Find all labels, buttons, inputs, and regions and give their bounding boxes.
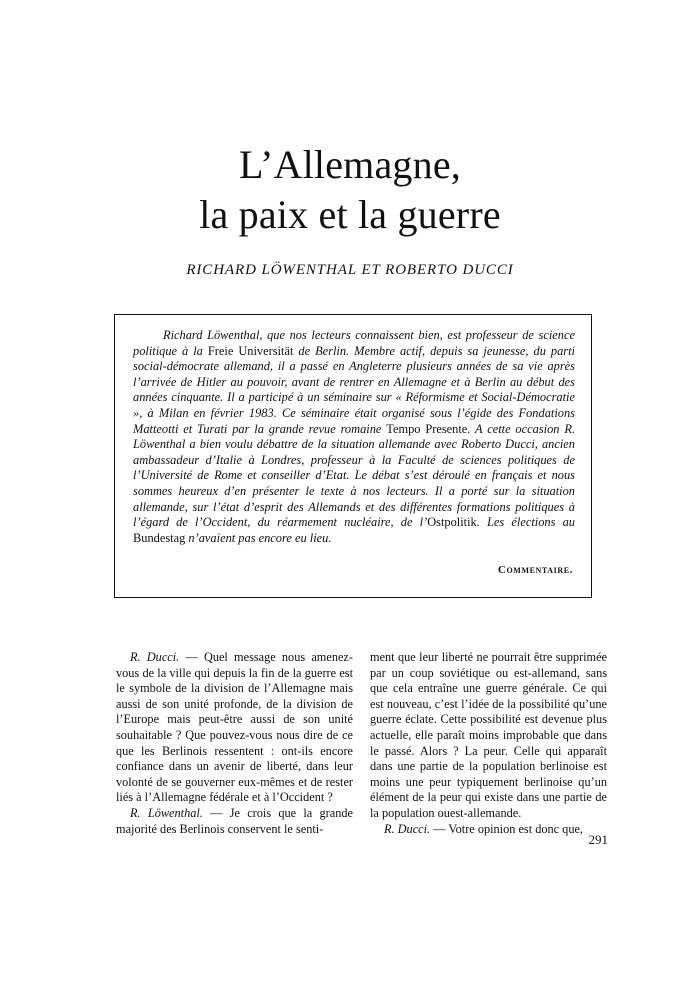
paragraph-lowenthal-continued: ment que leur liberté ne pourrait être supprimée par un coup soviétique ou est-allemand, sans que cela entraîne une guerre générale. Ce qui est nouveau, c’est l’idée de la possibilité qu’une guerre éclate. Cette possibilité est devenue plus actuelle, elle paraît moins improbable que dans le passé. Alors ? La peur. Celle qui apparaît dans une partie de la population berlinoise est moins une peur typiquement berlinoise qu’un élément de la peur qui existe dans une partie de la population ouest-allemande. [370,650,607,820]
article-authors: RICHARD LÖWENTHAL ET ROBERTO DUCCI [186,262,514,278]
intro-text-part-4: . Les élections au [476,515,575,530]
paragraph-text: — Votre opinion est donc que, [430,821,584,836]
speaker-lowenthal: R. Löwenthal. [130,805,203,820]
page-number: 291 [588,832,608,847]
paragraph-text: — Quel message nous amenez-vous de la ville qui depuis la fin de la guerre est le symbole de la division de l’Allemagne mais aussi de son unité profonde, de la division de l’Europe mais peut-être aussi de son unité souhaitable ? Que pouvez-vous nous dire de ce que les Berlinois ressentent : ont-ils encore confiance dans un avenir de liberté, dans leur volonté de se gouverner eux-mêmes et de rester liés à l’Allemagne fédérale et à l’Occident ? [116,650,353,805]
paragraph-lowenthal-answer [116,806,353,837]
intro-paragraph [133,328,575,546]
intro-text-part-3: . A cette occasion R. Löwenthal a bien voulu débattre de la situation allemande avec Roberto Ducci, ancien ambassadeur d’Italie à Londres, professeur à la Faculté de sciences politiques de l’Université de Rome et conseiller d’Etat. Le débat s’est déroulé en français et nous sommes heureux d’en présenter le texte à nos lecteurs. Il a porté sur la situation allemande, sur l’état d’esprit des Allemands et des différentes formations politiques à l’égard de l’Occident, du réarmement nucléaire, de l’ [133,421,575,530]
intro-ostpolitik: Ostpolitik [427,515,477,530]
intro-university: Freie Universität [207,343,294,358]
intro-text-part-2: de Berlin. Membre actif, depuis sa jeunesse, du parti social-démocrate allemand, il a passé en Angleterre plusieurs années de sa vie après l’arrivée de Hitler au pouvoir, avant de rentrer en Allemagne et à Berlin au début des années cinquante. Il a participé à un séminaire sur « Réformisme et Social-Démocratie », à Milan en février 1983. Ce séminaire était organisé sous l’égide des Fondations Matteotti et Turati par la grande revue romaine [133,343,575,436]
paragraph-ducci-question [116,650,353,806]
speaker-ducci: R. Ducci. [384,821,431,836]
body-column-right [370,650,607,837]
intro-signature: Commentaire. [497,564,573,576]
article-title [0,140,700,240]
intro-text-part-5: n’avaient pas encore eu lieu. [185,530,332,545]
intro-box [114,314,592,598]
intro-revue-name: Tempo Presente [386,421,468,436]
article-title-line-2: la paix et la guerre [199,192,501,237]
speaker-ducci: R. Ducci. [130,650,180,664]
paragraph-ducci-followup [370,822,607,838]
paragraph-text: — Je crois que la grande majorité des Berlinois conservent le senti- [116,805,353,836]
intro-text-part-1: Richard Löwenthal, que nos lecteurs connaissent bien, est professeur de science politique à la [133,328,575,358]
body-column-left [116,650,353,837]
article-title-line-1: L’Allemagne, [239,142,461,187]
intro-bundestag: Bundestag [133,530,186,545]
